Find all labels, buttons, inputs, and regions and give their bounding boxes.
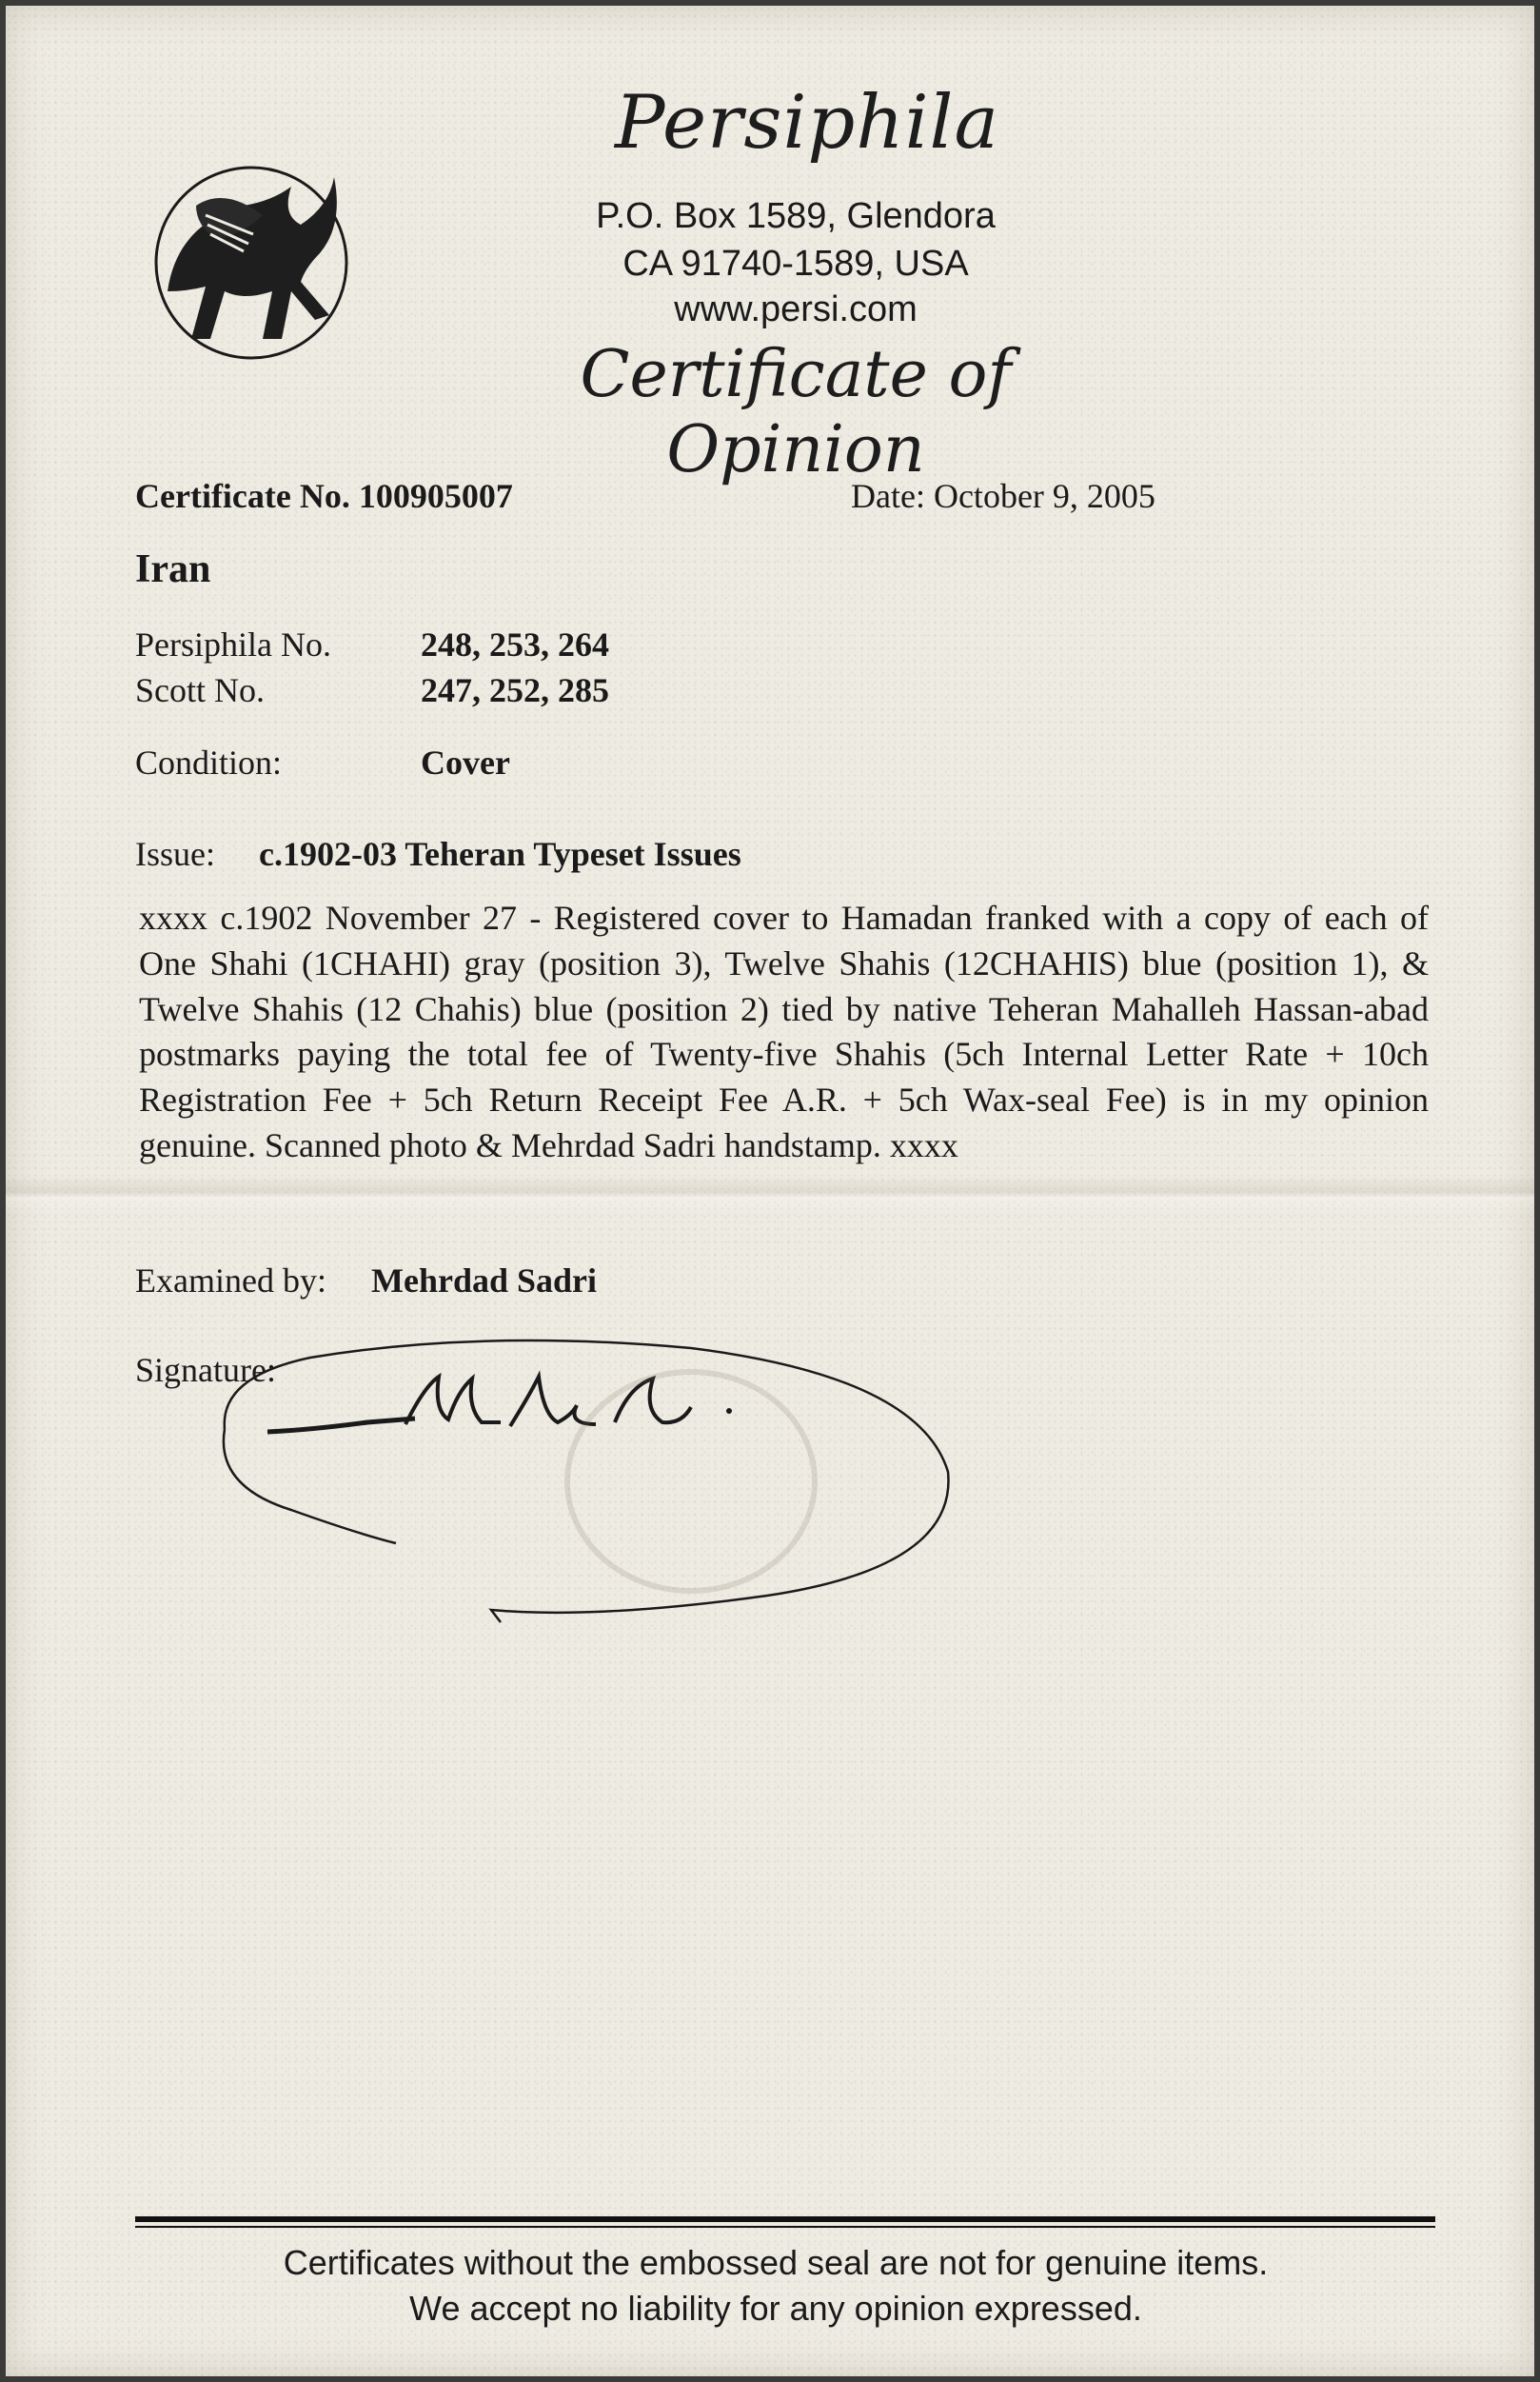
condition-label: Condition:	[135, 744, 283, 782]
signature-label: Signature:	[135, 1351, 276, 1389]
website: www.persi.com	[674, 289, 918, 329]
scott-label: Scott No.	[135, 671, 266, 709]
description-paragraph: xxxx c.1902 November 27 - Registered cover to Hamadan franked with a copy of each of One Shahi (1CHAHI) gray (position 3), Twelve Shahis (12CHAHIS) blue (position 1), & Twelve Shahis (12 Chahis) blue (position 2) tied by native Teheran Mahalleh Hassan-abad postmarks paying the total fee of Twenty-five Shahis (5ch Internal Letter Rate + 10ch Registration Fee + 5ch Return Receipt Fee A.R. + 5ch Wax-seal Fee) is in my opinion genuine. Scanned photo & Mehrdad Sadri handstamp. xxxx	[139, 899, 1429, 1164]
brand-name: Persiphila	[615, 80, 999, 166]
issue-value: c.1902-03 Teheran Typeset Issues	[259, 835, 741, 873]
certificate-title: Certificate of Opinion	[580, 337, 1012, 487]
scott-value: 247, 252, 285	[421, 671, 609, 709]
footer-disclaimer-2: We accept no liability for any opinion expressed.	[409, 2289, 1142, 2328]
handwritten-signature	[196, 1320, 1005, 1643]
footer-rule-thick	[135, 2216, 1435, 2222]
footer-rule-thin	[135, 2226, 1435, 2228]
griffin-logo-icon	[139, 149, 367, 377]
persiphila-value: 248, 253, 264	[421, 625, 609, 664]
address-line-1: P.O. Box 1589, Glendora	[596, 196, 996, 236]
examiner-name: Mehrdad Sadri	[371, 1261, 598, 1300]
examined-label: Examined by:	[135, 1261, 326, 1300]
condition-value: Cover	[421, 744, 510, 782]
persiphila-label: Persiphila No.	[135, 625, 331, 664]
certificate-number: Certificate No. 100905007	[135, 477, 513, 515]
certificate-page	[6, 6, 1534, 2376]
address-line-2: CA 91740-1589, USA	[622, 244, 969, 284]
country: Iran	[135, 547, 211, 591]
certificate-date: Date: October 9, 2005	[851, 477, 1155, 515]
paper-fold	[6, 1175, 1534, 1213]
issue-label: Issue:	[135, 835, 215, 873]
footer-disclaimer-1: Certificates without the embossed seal are not for genuine items.	[283, 2243, 1269, 2282]
